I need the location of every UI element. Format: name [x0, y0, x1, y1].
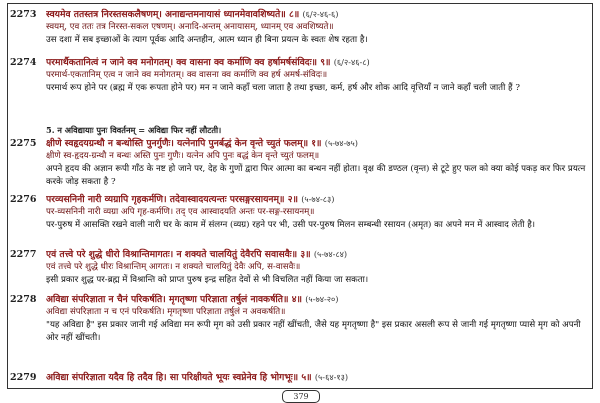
verse-text: अविद्या संपरिज्ञाता न चैनं परिकर्षति। मृगतृष्णा परिज्ञाता तर्षुलं नावकर्षति॥ ४॥	[46, 294, 303, 305]
verse-number: 2279	[10, 372, 37, 383]
word-split: परमार्थ-एकतानिम् एत्व न जाने क्व मनोगतम्। क्व वासना क्व कर्माणि क्व हर्ष अमर्ष-संविदः॥	[46, 70, 328, 80]
verse-reference: (५-७४-७५)	[324, 138, 358, 148]
sanskrit-verse	[46, 56, 590, 69]
hindi-translation: "यह अविद्या है" इस प्रकार जानी गई अविद्या मन रूपी मृग को उसी प्रकार नहीं खींचती, जैसे यह मृगतृष्णा है" इस प्रकार असली रूप से जानी गई मृगतृष्णा प्यासे मृग को अपनी ओर नहीं खींचती।	[46, 320, 581, 343]
sanskrit-verse	[46, 371, 590, 384]
verse-text: परमार्थैकतानित्वं न जाने क्व मनोगतम्। क्व वासना क्व कर्माणि क्व हर्षामर्षसंविदः॥ ९॥	[46, 57, 331, 68]
verse-text: एवं तत्त्वे परे शुद्धे धीरो विश्रान्तिमागतः। न शक्यते चालयितुं देवैरपि सवासवैः॥ ३॥	[46, 249, 311, 260]
verse-text: परव्यसनिनी नारी व्यग्रापि गृहकर्मणि। तदेवास्वादयत्यन्तः परसङ्गरसायनम्॥ २॥	[46, 194, 299, 205]
hindi-translation: उस दशा में सब इच्छाओं के त्याग पूर्वक आदि अन्तहीन, आत्म ध्यान ही बिना प्रयत्न के स्वतः शेष रहता है।	[46, 35, 368, 45]
verse-number: 2273	[10, 9, 37, 20]
verse-number: 2277	[10, 249, 37, 260]
verse-text: क्षीणे स्वहृदयग्रन्थौ न बन्धोस्ति पुनर्गुणैः। यत्नेनापि पुनर्बद्धं केन वृन्ते च्युतं फलम्॥ १॥	[46, 138, 322, 149]
verse-number: 2276	[10, 194, 37, 205]
word-split: पर-व्यसनिनी नारी व्यग्रा अपि गृह-कर्मणि। तद् एव आस्वादयति अन्तः पर-सङ्ग-रसायनम्॥	[46, 207, 315, 217]
section-note: 5. न अविद्यायाः पुनः विवर्तनम् = अविद्या फिर नहीं लौटती।	[46, 125, 222, 135]
word-split: क्षीणे स्व-हृदय-ग्रन्थौ न बन्धः अस्ति पुनः गुणैः। यत्नेन अपि पुनः बद्धं केन वृन्ते च्युतं फलम्॥	[46, 151, 320, 161]
word-split: एवं तत्त्वे परे शुद्धे धीरः विश्रान्तिम् आगतः। न शक्यते चालयितुं देवैः अपि, स-वासवैः॥	[46, 262, 301, 272]
page-number: 379	[282, 390, 320, 403]
sanskrit-verse	[46, 137, 590, 150]
verse-reference: (५-६४-१३)	[314, 372, 349, 382]
sanskrit-verse	[46, 193, 590, 206]
hindi-translation: अपने हृदय की अज्ञान रूपी गाँठ के नष्ट हो जाने पर, देह के गुणों द्वारा फिर आत्मा का बन्धन नहीं होता। वृक्ष की डण्ठल (वृन्त) से टूटे हुए फल को क्या कोई पकड़ कर फिर प्रयत्न करके जोड़ सकता है ?	[46, 164, 586, 187]
verse-reference: (५-७४-२०)	[305, 294, 339, 304]
verse-reference: (५-७४-८३)	[301, 194, 335, 204]
sanskrit-verse	[46, 8, 590, 21]
verse-number: 2278	[10, 294, 37, 305]
word-split: स्वयम्, एव ततः तत्र निरस्त-सकल एषणम्। अनादि-अन्तम् अनायासम्, ध्यानम् एव अवशिष्यते॥	[46, 22, 334, 32]
verse-reference: (६/२-४६-६)	[302, 9, 339, 19]
sanskrit-verse	[46, 293, 590, 306]
verse-reference: (६/२-४६-८)	[333, 57, 370, 67]
verse-number: 2275	[10, 138, 37, 149]
verse-reference: (५-७४-८४)	[313, 249, 348, 259]
verse-number: 2274	[10, 57, 37, 68]
word-split: अविद्या संपरिज्ञाता न च एनं परिकर्षति। मृगतृष्णा परिज्ञाता तर्षुलं न अवकर्षति॥	[46, 307, 286, 317]
hindi-translation: इसी प्रकार शुद्ध पर-ब्रह्म में विश्रान्ति को प्राप्त पुरुष इन्द्र सहित देवों से भी विचलित नहीं किया जा सकता।	[46, 275, 369, 285]
verse-text: स्वयमेव ततस्तत्र निरस्तसकलैषणम्। अनाद्यन्तमनायासं ध्यानमेवावशिष्यते॥ ८॥	[46, 9, 300, 20]
hindi-translation: पर-पुरुष में आसक्ति रखने वाली नारी घर के काम में संलग्न (व्यग्र) रहने पर भी, उसी पर-पुरुष मिलन सम्बन्धी रसायन (अमृत) का अपने मन में आस्वाद लेती है।	[46, 220, 536, 230]
hindi-translation: परमार्थ रूप होने पर (ब्रह्म में एक रूपता होने पर) मन न जाने कहाँ चला जाता है तथा इच्छा, कर्म, हर्ष और शोक आदि वृत्तियाँ न जाने कहाँ चली जाती हैं ?	[46, 83, 520, 93]
verse-text: अविद्या संपरिज्ञाता यदैव हि तदैव हि। सा परिक्षीयते भूयः स्वप्नेनेव हि भोगभूः॥ ५॥	[46, 372, 312, 383]
sanskrit-verse	[46, 248, 590, 261]
